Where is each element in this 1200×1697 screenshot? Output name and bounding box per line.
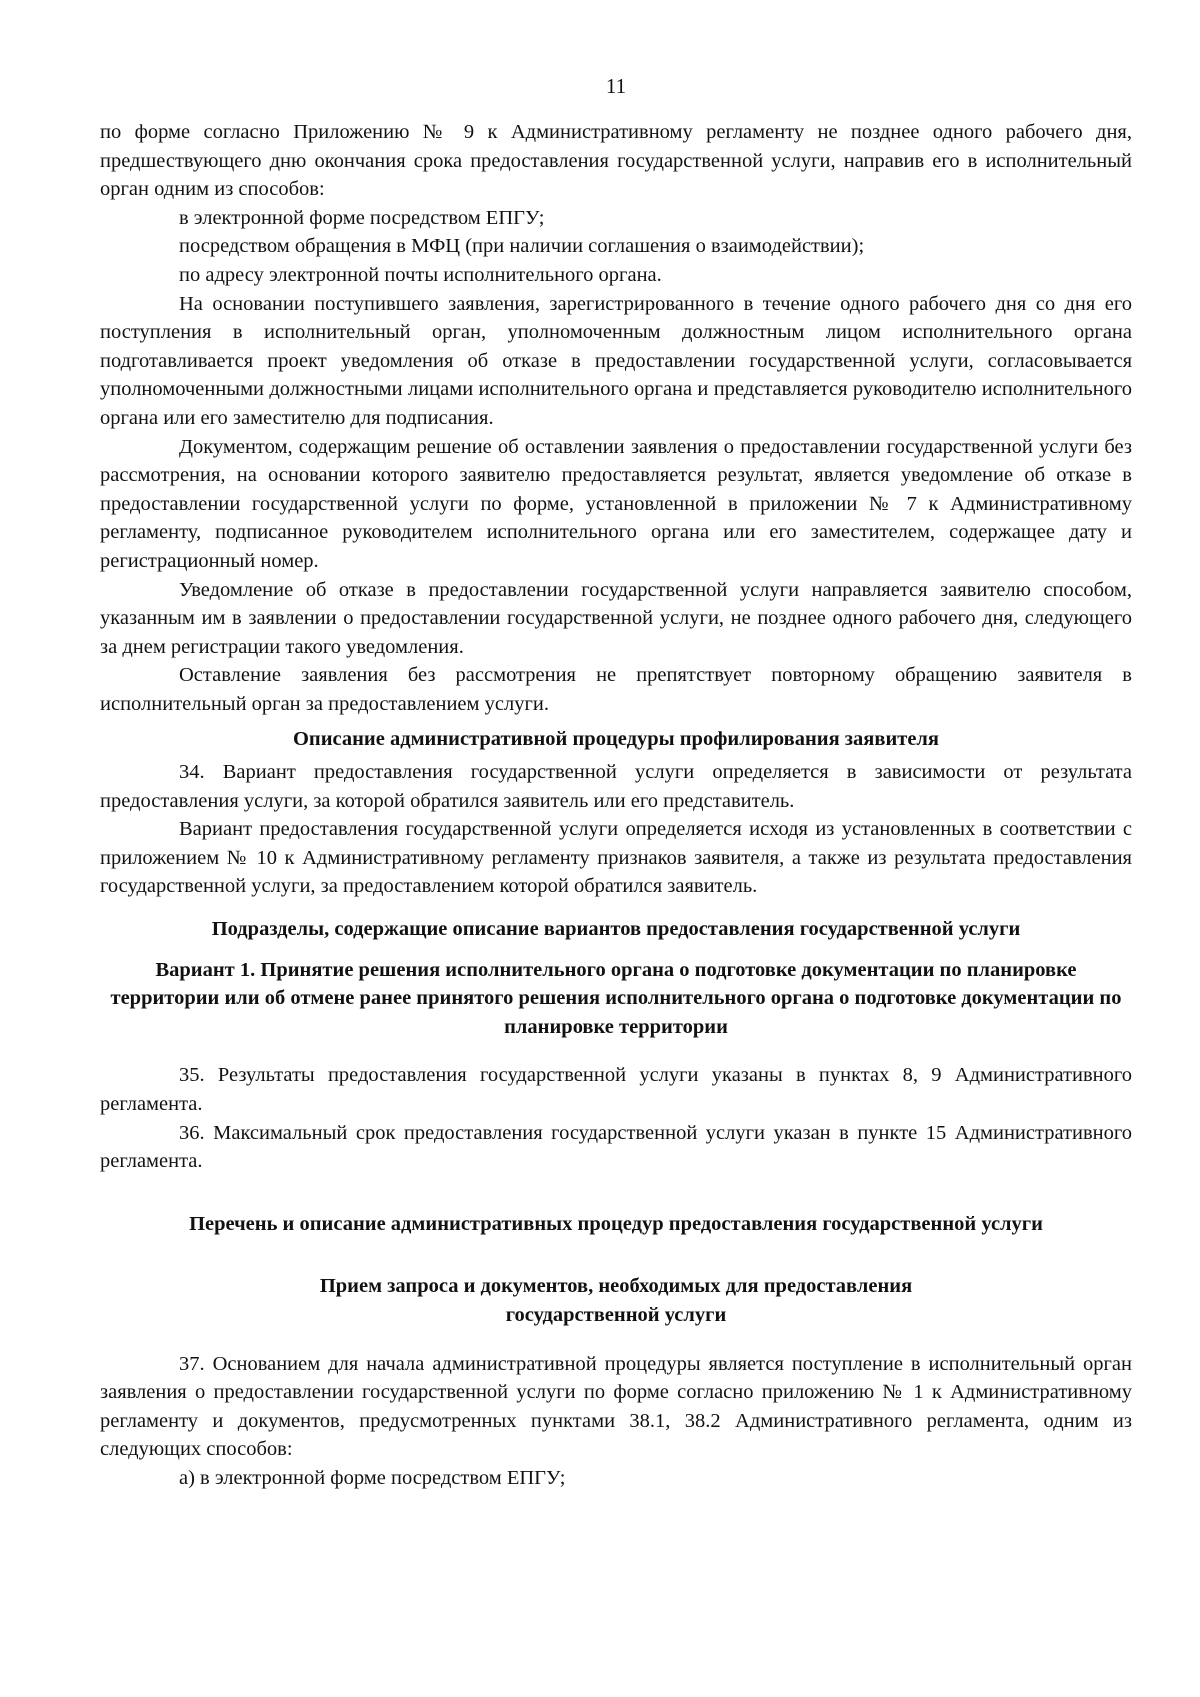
paragraph: Оставление заявления без рассмотрения не препятствует повторному обращению заявителя в исполнительный орган за предоставлением услуги. [100,664,1132,715]
paragraph: 35. Результаты предоставления государственной услуги указаны в пунктах 8, 9 Административного регламента. [100,1064,1132,1115]
section-heading-profiling: Описание административной процедуры профилирования заявителя [292,728,940,751]
list-item: посредством обращения в МФЦ (при наличии соглашения о взаимодействии); [179,235,865,258]
section-heading-subsections: Подразделы, содержащие описание вариантов предоставления государственной услуги [211,918,1021,941]
paragraph: Вариант предоставления государственной услуги определяется исходя из установленных в соответствии с приложением № 10 к Административному регламенту признаков заявителя, а также из результата предоставления государственной услуги, за предоставлением которой обратился заявитель. [100,818,1132,898]
paragraph: 34. Вариант предоставления государственной услуги определяется в зависимости от результата предоставления услуги, за которой обратился заявитель или его представитель. [100,761,1132,812]
section-heading-request-intake: Прием запроса и документов, необходимых для предоставления государственной услуги [319,1275,913,1326]
section-heading-procedures: Перечень и описание административных процедур предоставления государственной услуги [189,1212,1043,1235]
paragraph: Документом, содержащим решение об оставлении заявления о предоставлении государственной услуги без рассмотрения, на основании которого заявителю предоставляется результат, является уведомление об отказе в предоставлении государственной услуги по форме, установленной в приложении № 7 к Административному регламенту, подписанное руководителем исполнительного органа или его заместителем, содержащее дату и регистрационный номер. [100,435,1132,572]
document-page [100,62,1132,1493]
list-item: по адресу электронной почты исполнительного органа. [179,263,662,286]
paragraph: На основании поступившего заявления, зарегистрированного в течение одного рабочего дня со дня его поступления в исполнительный орган, уполномоченным должностным лицом исполнительного органа подготавливается проект уведомления об отказе в предоставлении государственной услуги, согласовывается уполномоченными должностными лицами исполнительного органа и представляется руководителю исполнительного органа или его заместителю для подписания. [100,292,1132,429]
paragraph: 37. Основанием для начала административной процедуры является поступление в исполнительный орган заявления о предоставлении государственной услуги по форме согласно приложению № 1 к Административному регламенту и документов, предусмотренных пунктами 38.1, 38.2 Административного регламента, одним из следующих способов: [100,1352,1132,1461]
paragraph: 36. Максимальный срок предоставления государственной услуги указан в пункте 15 Административного регламента. [100,1121,1132,1173]
section-heading-variant-1: Вариант 1. Принятие решения исполнительного органа о подготовке документации по планировке территории или об отмене ранее принятого решения исполнительного органа о подготовке документации по планировке территории [110,958,1122,1038]
page-number: 11 [605,74,627,98]
paragraph: по форме согласно Приложению № 9 к Административному регламенту не позднее одного рабочего дня, предшествующего дню окончания срока предоставления государственной услуги, направив его в исполнительный орган одним из способов: [100,121,1132,201]
list-item: в электронной форме посредством ЕПГУ; [179,206,545,229]
list-item: а) в электронной форме посредством ЕПГУ; [179,1466,566,1489]
paragraph: Уведомление об отказе в предоставлении государственной услуги направляется заявителю способом, указанным им в заявлении о предоставлении государственной услуги, не позднее одного рабочего дня, следующего за днем регистрации такого уведомления. [100,578,1132,658]
